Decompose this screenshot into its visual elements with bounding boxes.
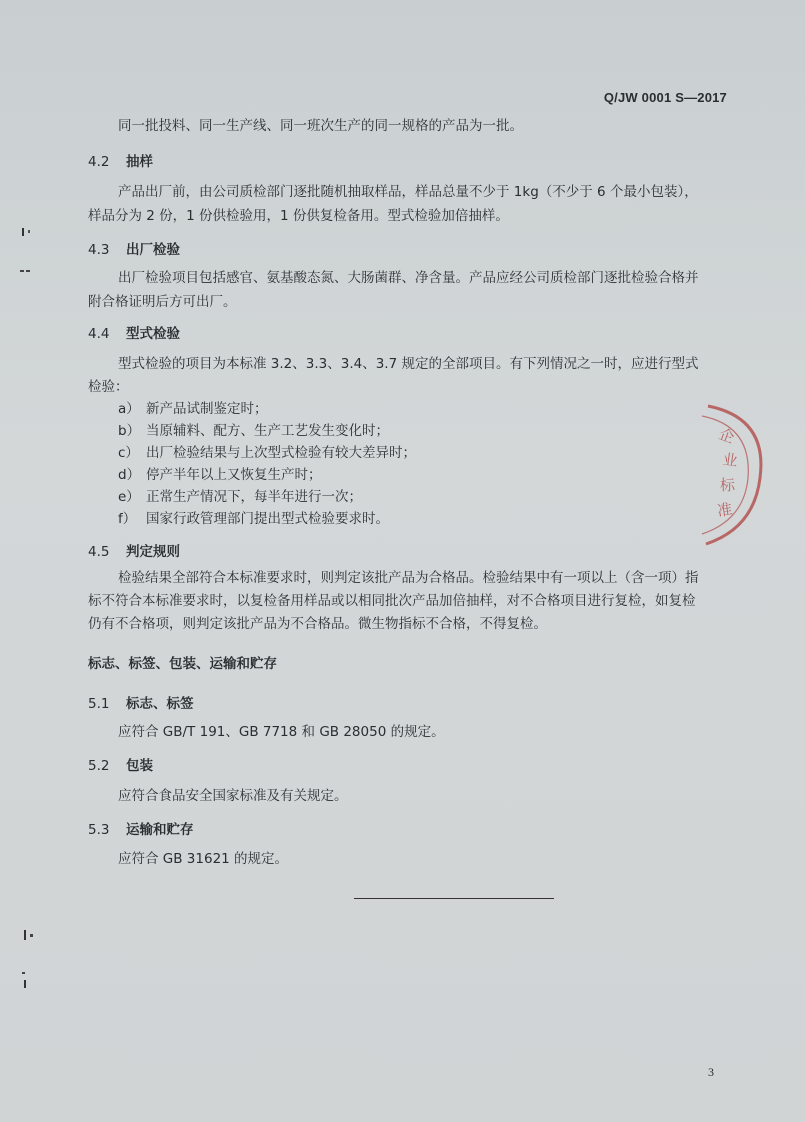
paragraph-line: 同一批投料、同一生产线、同一班次生产的同一规格的产品为一批。 bbox=[118, 118, 523, 134]
list-item-d bbox=[118, 463, 322, 483]
section-heading-5-3 bbox=[88, 818, 194, 838]
section-title: 标志、标签 bbox=[126, 696, 194, 712]
section-number: 4.3 bbox=[88, 242, 110, 258]
section-heading-4-4 bbox=[88, 322, 180, 342]
section-title: 运输和贮存 bbox=[126, 822, 194, 838]
svg-text:标: 标 bbox=[720, 476, 736, 494]
paragraph-line: 产品出厂前，由公司质检部门逐批随机抽取样品，样品总量不少于 1kg（不少于 6 个最小包装）， bbox=[118, 184, 698, 200]
section-title: 出厂检验 bbox=[126, 242, 180, 258]
list-marker: b） bbox=[118, 423, 141, 439]
section-number: 4.2 bbox=[88, 154, 110, 170]
section-number: 4.5 bbox=[88, 544, 110, 560]
svg-text:业: 业 bbox=[721, 450, 739, 471]
section-number: 5.3 bbox=[88, 822, 110, 838]
list-marker: d） bbox=[118, 467, 141, 483]
svg-text:企: 企 bbox=[716, 424, 737, 447]
section-title: 型式检验 bbox=[126, 326, 180, 342]
list-item-b bbox=[118, 419, 389, 439]
section-number: 5.1 bbox=[88, 696, 110, 712]
standard-code: Q/JW 0001 S—2017 bbox=[603, 90, 727, 105]
paragraph-line: 样品分为 2 份，1 份供检验用，1 份供复检备用。型式检验加倍抽样。 bbox=[88, 208, 509, 224]
list-text: 当原辅料、配方、生产工艺发生变化时； bbox=[146, 423, 389, 439]
list-item-c bbox=[118, 441, 416, 461]
paragraph-line: 仍有不合格项，则判定该批产品为不合格品。微生物指标不合格，不得复检。 bbox=[88, 616, 547, 632]
list-text: 出厂检验结果与上次型式检验有较大差异时； bbox=[146, 445, 416, 461]
list-text: 国家行政管理部门提出型式检验要求时。 bbox=[146, 511, 389, 527]
list-marker: c） bbox=[118, 445, 139, 461]
section-number: 4.4 bbox=[88, 326, 110, 342]
chapter-heading-5 bbox=[88, 652, 277, 672]
section-title: 判定规则 bbox=[126, 544, 180, 560]
section-title: 包装 bbox=[126, 758, 153, 774]
list-item-f bbox=[118, 507, 389, 527]
paragraph-line: 检验结果全部符合本标准要求时，则判定该批产品为合格品。检验结果中有一项以上（含一项）指 bbox=[118, 570, 699, 586]
list-marker: f） bbox=[118, 511, 137, 527]
seal-stamp bbox=[688, 398, 768, 548]
scan-specks bbox=[14, 220, 44, 1020]
section-heading-5-2 bbox=[88, 754, 153, 774]
list-item-a bbox=[118, 397, 268, 417]
paragraph-line: 应符合 GB/T 191、GB 7718 和 GB 28050 的规定。 bbox=[118, 724, 445, 740]
paragraph-line: 检验： bbox=[88, 379, 129, 395]
paragraph-line: 应符合 GB 31621 的规定。 bbox=[118, 851, 289, 867]
section-heading-4-3 bbox=[88, 238, 180, 258]
list-item-e bbox=[118, 485, 362, 505]
list-marker: e） bbox=[118, 489, 140, 505]
section-heading-5-1 bbox=[88, 692, 194, 712]
section-title: 抽样 bbox=[126, 154, 153, 170]
section-number: 5.2 bbox=[88, 758, 110, 774]
list-text: 正常生产情况下，每半年进行一次； bbox=[146, 489, 362, 505]
end-rule bbox=[354, 898, 554, 899]
section-heading-4-2 bbox=[88, 150, 153, 170]
page-number: 3 bbox=[708, 1065, 714, 1079]
paragraph-line: 标不符合本标准要求时，以复检备用样品或以相同批次产品加倍抽样，对不合格项目进行复检，如复检 bbox=[88, 593, 696, 609]
paragraph-line: 型式检验的项目为本标准 3.2、3.3、3.4、3.7 规定的全部项目。有下列情况之一时，应进行型式 bbox=[118, 356, 699, 372]
paragraph-line: 附合格证明后方可出厂。 bbox=[88, 294, 237, 310]
list-marker: a） bbox=[118, 401, 140, 417]
paragraph-line: 应符合食品安全国家标准及有关规定。 bbox=[118, 788, 348, 804]
section-heading-4-5 bbox=[88, 540, 180, 560]
list-text: 停产半年以上又恢复生产时； bbox=[146, 467, 322, 483]
paragraph-line: 出厂检验项目包括感官、氨基酸态氮、大肠菌群、净含量。产品应经公司质检部门逐批检验合格并 bbox=[118, 270, 699, 286]
chapter-title: 标志、标签、包装、运输和贮存 bbox=[88, 656, 277, 672]
list-text: 新产品试制鉴定时； bbox=[146, 401, 268, 417]
svg-text:准: 准 bbox=[716, 500, 734, 520]
